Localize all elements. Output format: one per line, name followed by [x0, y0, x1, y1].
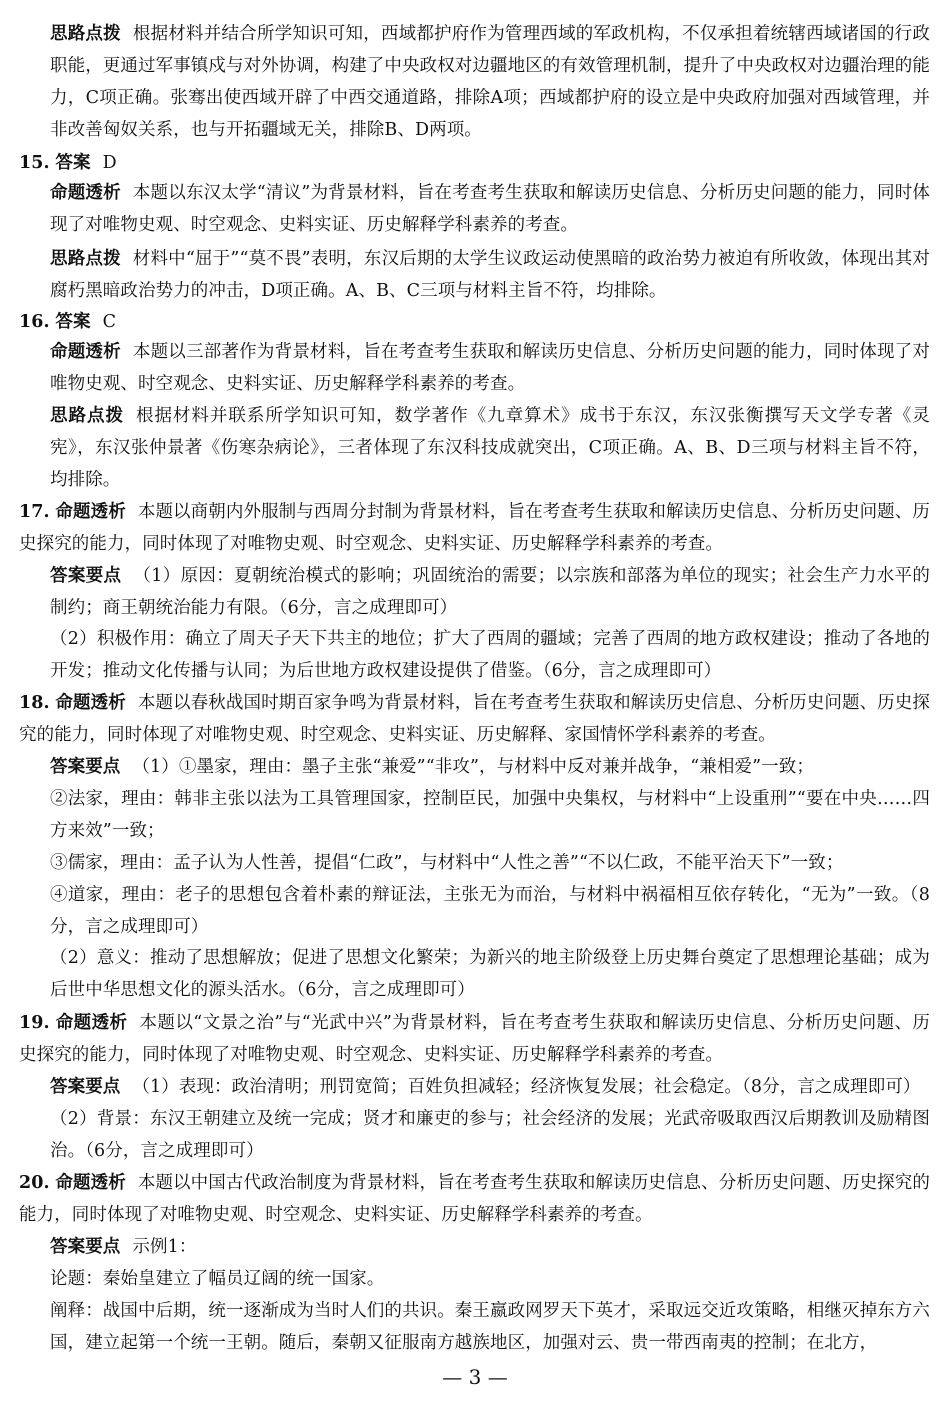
paragraph-text: 本题以三部著作为背景材料，旨在考查考生获取和解读历史信息、分析历史问题的能力，同时体现了对唯物史观、时空观念、史料实证、历史解释学科素养的考查。 [50, 342, 930, 394]
paragraph-text: 阐释：战国中后期，统一逐渐成为当时人们的共识。秦王嬴政网罗天下英才，采取远交近攻策略，相继灭掉东方六国，建立起第一个统一王朝。随后，秦朝又征服南方越族地区，加强对云、贵一带西南夷的控制；在北方， [50, 1301, 930, 1353]
question-number: 19. [19, 1013, 50, 1033]
section-label: 命题透析 [50, 342, 121, 362]
answer-point-item [50, 1263, 930, 1295]
paragraph-text: （1）①墨家，理由：墨子主张“兼爱”“非攻”，与材料中反对兼并战争，“兼相爱”一致； [132, 757, 814, 777]
page-number: — 3 — [442, 1365, 508, 1389]
paragraph-text: （1）原因：夏朝统治模式的影响；巩固统治的需要；以宗族和部落为单位的现实；社会生产力水平的制约；商王朝统治能力有限。（6分，言之成理即可） [50, 566, 930, 618]
section-label: 命题透析 [55, 693, 126, 713]
paragraph-text: （1）表现：政治清明；刑罚宽简；百姓负担减轻；经济恢复发展；社会稳定。（8分，言之成理即可） [132, 1077, 921, 1097]
answer-point-item [50, 1103, 930, 1167]
answer-points [50, 560, 930, 624]
paragraph-text: 示例1： [132, 1237, 197, 1257]
answer-point-item [50, 942, 930, 1006]
answer-points [50, 1071, 930, 1103]
section-label: 思路点拨 [50, 249, 121, 269]
analysis-paragraph [50, 18, 930, 146]
section-label: 答案要点 [50, 1237, 121, 1257]
section-label: 答案 [55, 312, 91, 332]
answer-point-item [50, 847, 930, 879]
answer-line-15 [19, 147, 930, 179]
answer-choice: D [102, 153, 117, 173]
section-label: 答案 [55, 153, 91, 173]
answer-choice: C [102, 312, 117, 332]
paragraph-text: ④道家，理由：老子的思想包含着朴素的辩证法，主张无为而治，与材料中祸福相互依存转化，“无为”一致。（8分，言之成理即可） [50, 885, 930, 937]
answer-points [50, 751, 930, 783]
paragraph-text: 本题以商朝内外服制与西周分封制为背景材料，旨在考查考生获取和解读历史信息、分析历史问题、历史探究的能力，同时体现了对唯物史观、时空观念、史料实证、历史解释学科素养的考查。 [19, 502, 930, 554]
intent-paragraph-19 [19, 1007, 930, 1071]
answer-point-item [50, 623, 930, 687]
answer-point-item [50, 1295, 930, 1359]
intent-paragraph-20 [19, 1167, 930, 1231]
paragraph-text: ②法家，理由：韩非主张以法为工具管理国家，控制臣民，加强中央集权，与材料中“上设重刑”“要在中央……四方来效”一致； [50, 789, 930, 841]
section-label: 思路点拨 [50, 406, 124, 426]
section-label: 思路点拨 [50, 24, 121, 44]
question-number: 17. [19, 502, 50, 522]
section-label: 命题透析 [55, 1013, 128, 1033]
paragraph-text: 根据材料并联系所学知识可知，数学著作《九章算术》成书于东汉，东汉张衡撰写天文学专著《灵宪》，东汉张仲景著《伤寒杂病论》，三者体现了东汉科技成就突出，C项正确。A、B、D三项与材料主旨不符，均排除。 [50, 406, 930, 490]
paragraph-text: 本题以春秋战国时期百家争鸣为背景材料，旨在考查考生获取和解读历史信息、分析历史问题、历史探究的能力，同时体现了对唯物史观、时空观念、史料实证、历史解释、家国情怀学科素养的考查。 [19, 693, 930, 745]
paragraph-text: （2）积极作用：确立了周天子天下共主的地位；扩大了西周的疆域；完善了西周的地方政权建设；推动了各地的开发；推动文化传播与认同；为后世地方政权建设提供了借鉴。（6分，言之成理即可） [50, 629, 930, 681]
answer-points [50, 1231, 930, 1263]
section-label: 命题透析 [55, 1173, 126, 1193]
intent-paragraph-17 [19, 496, 930, 560]
analysis-paragraph [50, 400, 930, 496]
question-number: 16. [19, 312, 50, 332]
paragraph-text: 论题：秦始皇建立了幅员辽阔的统一国家。 [50, 1269, 385, 1289]
answer-point-item [50, 879, 930, 943]
question-number: 18. [19, 693, 50, 713]
paragraph-text: 本题以中国古代政治制度为背景材料，旨在考查考生获取和解读历史信息、分析历史问题、历史探究的能力，同时体现了对唯物史观、时空观念、史料实证、历史解释学科素养的考查。 [19, 1173, 930, 1225]
paragraph-text: 材料中“屈于”“莫不畏”表明，东汉后期的太学生议政运动使黑暗的政治势力被迫有所收敛，体现出其对腐朽黑暗政治势力的冲击，D项正确。A、B、C三项与材料主旨不符，均排除。 [50, 249, 930, 301]
paragraph-text: 本题以东汉太学“清议”为背景材料，旨在考查考生获取和解读历史信息、分析历史问题的能力，同时体现了对唯物史观、时空观念、史料实证、历史解释学科素养的考查。 [50, 183, 930, 235]
intent-paragraph-18 [19, 687, 930, 751]
paragraph-text: 本题以“文景之治”与“光武中兴”为背景材料，旨在考查考生获取和解读历史信息、分析历史问题、历史探究的能力，同时体现了对唯物史观、时空观念、史料实证、历史解释学科素养的考查。 [19, 1013, 930, 1065]
paragraph-text: （2）意义：推动了思想解放；促进了思想文化繁荣；为新兴的地主阶级登上历史舞台奠定了思想理论基础；成为后世中华思想文化的源头活水。（6分，言之成理即可） [50, 948, 930, 1000]
paragraph-text: 根据材料并结合所学知识可知，西域都护府作为管理西域的军政机构，不仅承担着统辖西域诸国的行政职能，更通过军事镇戍与对外协调，构建了中央政权对边疆地区的有效管理机制，提升了中央政权对边疆治理的能力，C项正确。张骞出使西域开辟了中西交通道路，排除A项；西域都护府的设立是中央政府加强对西域管理，并非改善匈奴关系，也与开拓疆域无关，排除B、D两项。 [50, 24, 930, 140]
analysis-paragraph [50, 243, 930, 307]
answer-line-16 [19, 306, 930, 338]
section-label: 答案要点 [50, 566, 122, 586]
question-number: 20. [19, 1173, 50, 1193]
answer-point-item [50, 783, 930, 847]
question-number: 15. [19, 153, 50, 173]
paragraph-text: （2）背景：东汉王朝建立及统一完成；贤才和廉吏的参与；社会经济的发展；光武帝吸取西汉后期教训及励精图治。（6分，言之成理即可） [50, 1109, 930, 1161]
intent-paragraph [50, 177, 930, 241]
section-label: 答案要点 [50, 757, 121, 777]
intent-paragraph [50, 336, 930, 400]
section-label: 命题透析 [55, 502, 126, 522]
paragraph-text: ③儒家，理由：孟子认为人性善，提倡“仁政”，与材料中“人性之善”“不以仁政，不能平治天下”一致； [50, 853, 844, 873]
section-label: 命题透析 [50, 183, 121, 203]
section-label: 答案要点 [50, 1077, 121, 1097]
